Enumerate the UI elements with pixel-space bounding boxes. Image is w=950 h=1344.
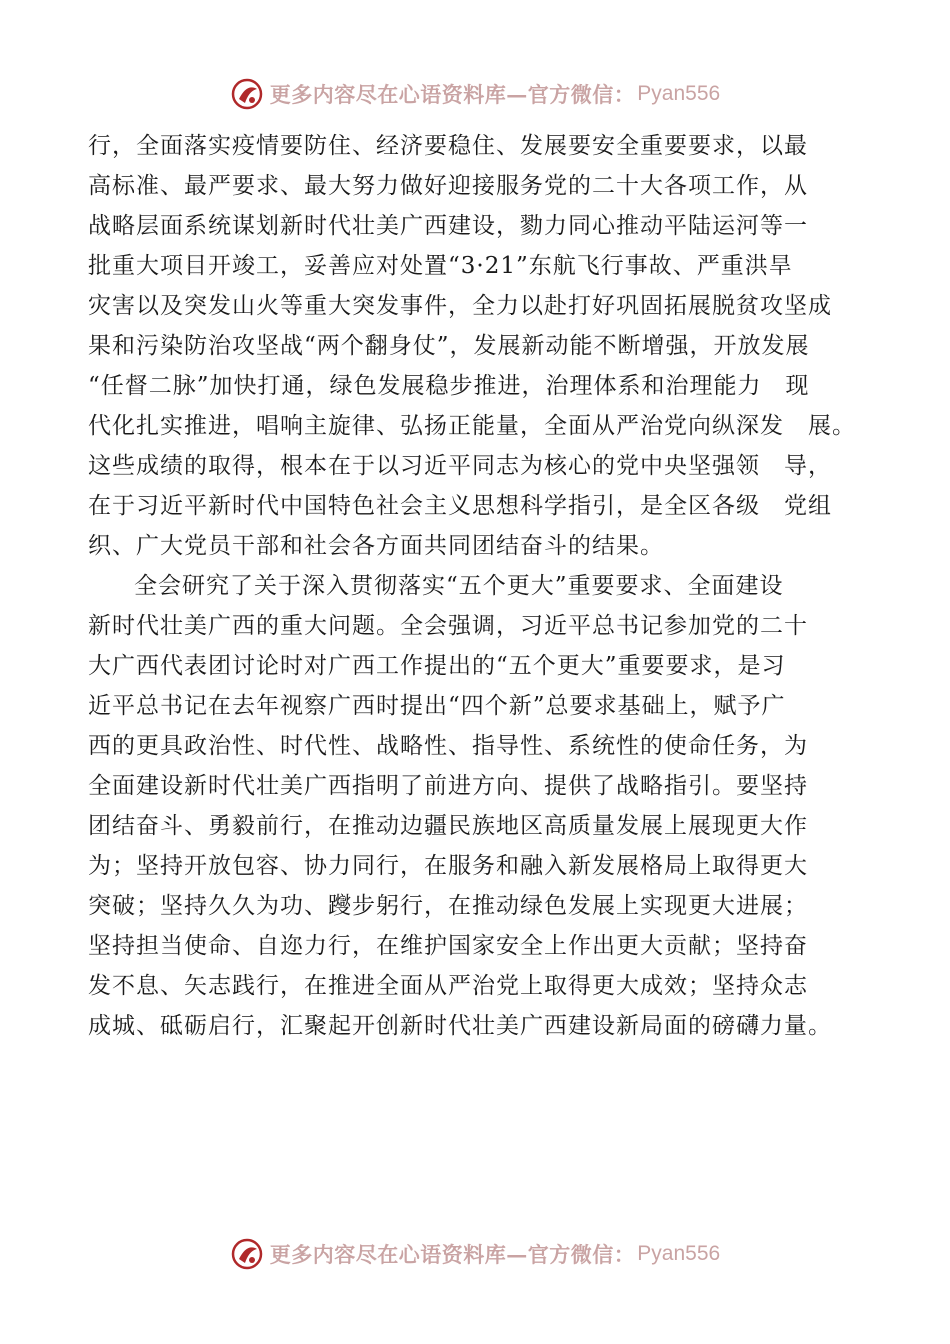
brand-logo-icon — [230, 1237, 264, 1271]
document-body — [88, 126, 878, 1046]
body-text-line: 西的更具政治性、时代性、战略性、指导性、系统性的使命任务，为 — [88, 733, 808, 759]
body-text-line: 果和污染防治攻坚战“两个翻身仗”，发展新动能不断增强，开放发展 — [88, 333, 810, 359]
watermark-wechat-id: Pyan556 — [637, 82, 721, 105]
body-text-line: 战略层面系统谋划新时代壮美广西建设，勠力同心推动平陆运河等一 — [88, 213, 808, 239]
body-text-line: 织、广大党员干部和社会各方面共同团结奋斗的结果。 — [88, 533, 664, 559]
watermark-text: 更多内容尽在心语资料库—官方微信： — [269, 82, 636, 107]
body-text-line: 行，全面落实疫情要防住、经济要稳住、发展要安全重要要求，以最 — [88, 133, 808, 159]
header-watermark — [0, 74, 950, 114]
body-text-line: 大广西代表团讨论时对广西工作提出的“五个更大”重要要求，是习 — [88, 653, 786, 679]
body-text-line: 高标准、最严要求、最大努力做好迎接服务党的二十大各项工作，从 — [88, 173, 808, 199]
body-text-line: 在于习近平新时代中国特色社会主义思想科学指引，是全区各级 党组 — [88, 493, 832, 519]
body-text-line: “任督二脉”加快打通，绿色发展稳步推进，治理体系和治理能力 现 — [88, 373, 810, 399]
body-text-line: 这些成绩的取得，根本在于以习近平同志为核心的党中央坚强领 导， — [88, 453, 832, 479]
body-text-line: 坚持担当使命、自迩力行，在维护国家安全上作出更大贡献；坚持奋 — [88, 933, 808, 959]
footer-watermark — [0, 1234, 950, 1274]
brand-logo-icon — [230, 77, 264, 111]
body-text-line: 为；坚持开放包容、协力同行，在服务和融入新发展格局上取得更大 — [88, 853, 808, 879]
body-text-line: 成城、砥砺启行，汇聚起开创新时代壮美广西建设新局面的磅礴力量。 — [88, 1013, 832, 1039]
body-text-line: 突破；坚持久久为功、躞步躬行，在推动绿色发展上实现更大进展； — [88, 893, 808, 919]
body-text-line: 新时代壮美广西的重大问题。全会强调，习近平总书记参加党的二十 — [88, 613, 808, 639]
watermark-wechat-id: Pyan556 — [637, 1242, 721, 1265]
body-text-line: 代化扎实推进，唱响主旋律、弘扬正能量，全面从严治党向纵深发 展。 — [88, 413, 856, 439]
body-text-line: 近平总书记在去年视察广西时提出“四个新”总要求基础上，赋予广 — [88, 693, 786, 719]
body-text-line: 团结奋斗、勇毅前行，在推动边疆民族地区高质量发展上展现更大作 — [88, 813, 808, 839]
watermark-text: 更多内容尽在心语资料库—官方微信： — [269, 1242, 636, 1267]
body-text-line: 批重大项目开竣工，妥善应对处置“3·21”东航飞行事故、严重洪旱 — [88, 253, 793, 279]
body-text-line: 发不息、矢志践行，在推进全面从严治党上取得更大成效；坚持众志 — [88, 973, 808, 999]
body-text-line: 灾害以及突发山火等重大突发事件，全力以赴打好巩固拓展脱贫攻坚成 — [88, 293, 832, 319]
body-text-line: 全会研究了关于深入贯彻落实“五个更大”重要要求、全面建设 — [134, 573, 784, 599]
body-text-line: 全面建设新时代壮美广西指明了前进方向、提供了战略指引。要坚持 — [88, 773, 808, 799]
